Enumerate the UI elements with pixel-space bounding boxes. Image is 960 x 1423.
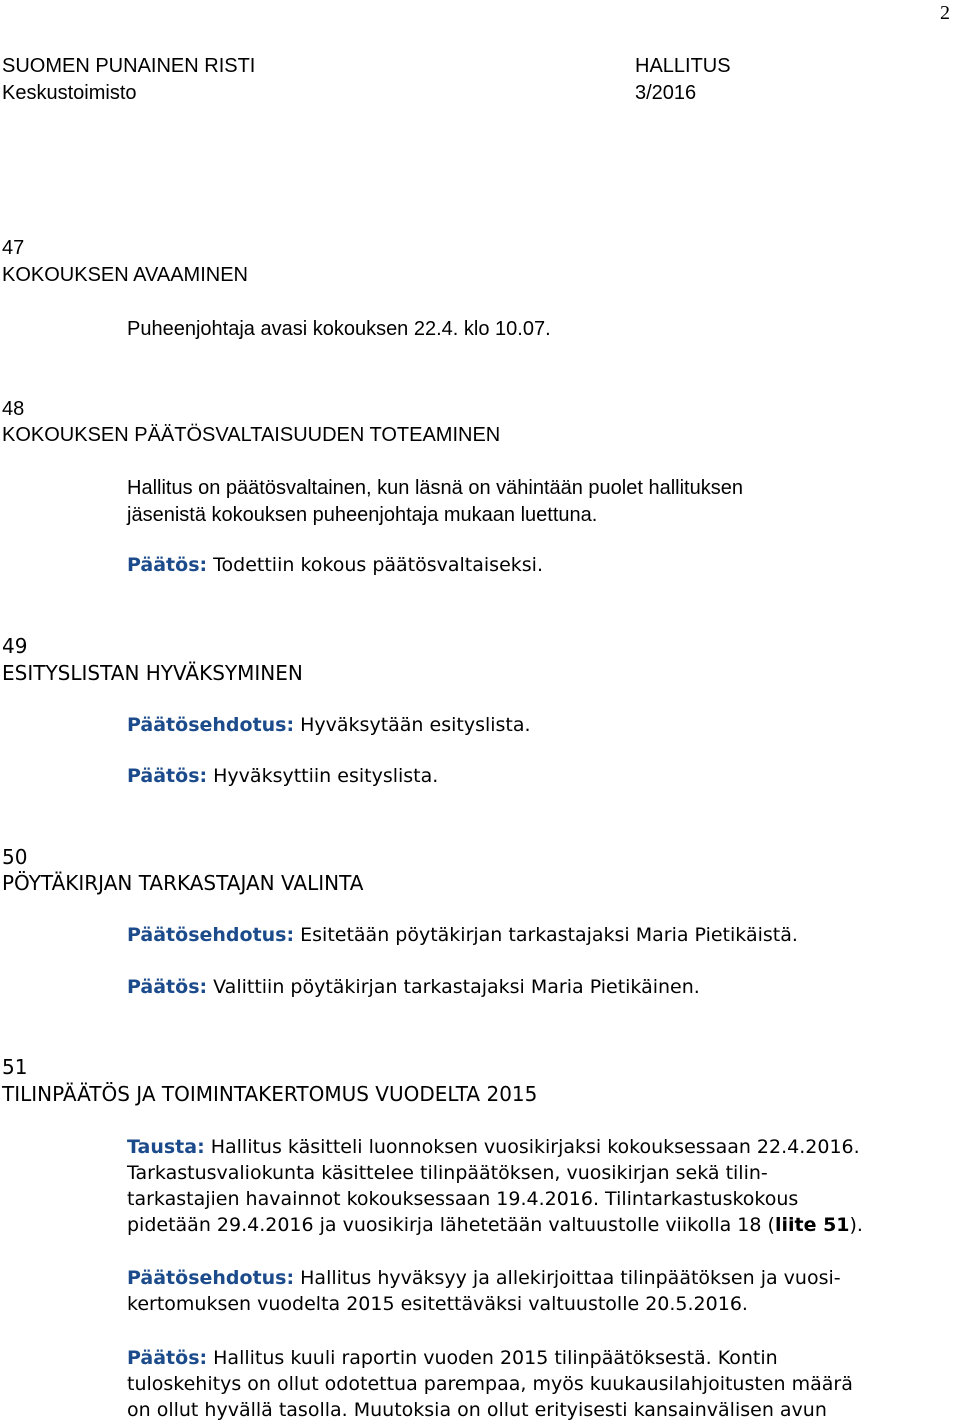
background-line4-text: pidetään 29.4.2016 ja vuosikirja lähetetään valtuustolle viikolla 18 ( xyxy=(127,1214,775,1236)
proposal-text: Hallitus hyväksyy ja allekirjoittaa tilinpäätöksen ja vuosi- xyxy=(294,1267,841,1289)
background-label: Tausta: xyxy=(127,1136,205,1158)
section-51-decision-line3: on ollut hyvällä tasolla. Muutoksia on ollut erityisesti kansainvälisen avun xyxy=(127,1399,827,1421)
section-49-proposal xyxy=(127,712,531,738)
proposal-label: Päätösehdotus: xyxy=(127,1267,295,1289)
section-50-title: PÖYTÄKIRJAN TARKASTAJAN VALINTA xyxy=(2,871,364,895)
header-unit: Keskustoimisto xyxy=(2,82,137,104)
decision-text: Todettiin kokous päätösvaltaiseksi. xyxy=(207,554,543,576)
section-48-number: 48 xyxy=(2,398,25,420)
section-50-number: 50 xyxy=(2,845,28,869)
section-51-background-line2: Tarkastusvaliokunta käsittelee tilinpäätöksen, vuosikirjan sekä tilin- xyxy=(127,1162,768,1184)
decision-text: Valittiin pöytäkirjan tarkastajaksi Maria Pietikäinen. xyxy=(207,976,700,998)
decision-text: Hyväksyttiin esityslista. xyxy=(207,765,439,787)
section-49-decision xyxy=(127,763,438,789)
section-51-background-line3: tarkastajien havainnot kokouksessaan 19.4.2016. Tilintarkastuskokous xyxy=(127,1188,799,1210)
section-51-decision-line2: tuloskehitys on ollut odotettua parempaa, myös kuukausilahjoitusten määrä xyxy=(127,1373,853,1395)
section-47-number: 47 xyxy=(2,237,25,259)
decision-label: Päätös: xyxy=(127,765,208,787)
header-body: HALLITUS xyxy=(635,55,731,77)
section-49-number: 49 xyxy=(2,634,28,658)
page-number: 2 xyxy=(940,2,950,24)
attachment-reference: liite 51 xyxy=(774,1214,850,1236)
section-48-text-line1: Hallitus on päätösvaltainen, kun läsnä on vähintään puolet hallituksen xyxy=(127,477,743,499)
section-49-title: ESITYSLISTAN HYVÄKSYMINEN xyxy=(2,661,303,685)
section-51-number: 51 xyxy=(2,1055,28,1079)
section-51-proposal-line2: kertomuksen vuodelta 2015 esitettäväksi valtuustolle 20.5.2016. xyxy=(127,1293,748,1315)
section-50-decision xyxy=(127,974,700,1000)
decision-label: Päätös: xyxy=(127,976,208,998)
section-51-background-line4 xyxy=(127,1212,863,1238)
proposal-label: Päätösehdotus: xyxy=(127,714,295,736)
proposal-label: Päätösehdotus: xyxy=(127,924,295,946)
section-51-background-line1 xyxy=(127,1134,860,1160)
section-51-title: TILINPÄÄTÖS JA TOIMINTAKERTOMUS VUODELTA 2015 xyxy=(2,1082,538,1106)
proposal-text: Hyväksytään esityslista. xyxy=(294,714,531,736)
section-48-text-line2: jäsenistä kokouksen puheenjohtaja mukaan luettuna. xyxy=(127,504,598,526)
decision-label: Päätös: xyxy=(127,554,208,576)
section-48-decision xyxy=(127,552,543,578)
section-51-decision-line1 xyxy=(127,1345,778,1371)
background-text: Hallitus käsitteli luonnoksen vuosikirjaksi kokouksessaan 22.4.2016. xyxy=(204,1136,860,1158)
section-50-proposal xyxy=(127,922,798,948)
section-51-proposal-line1 xyxy=(127,1265,841,1291)
section-47-text: Puheenjohtaja avasi kokouksen 22.4. klo 10.07. xyxy=(127,318,551,340)
header-organization: SUOMEN PUNAINEN RISTI xyxy=(2,55,256,77)
section-48-title: KOKOUKSEN PÄÄTÖSVALTAISUUDEN TOTEAMINEN xyxy=(2,424,501,446)
decision-label: Päätös: xyxy=(127,1347,208,1369)
section-47-title: KOKOUKSEN AVAAMINEN xyxy=(2,264,248,286)
background-line4-end: ). xyxy=(849,1214,863,1236)
header-meeting-number: 3/2016 xyxy=(635,82,697,104)
decision-text: Hallitus kuuli raportin vuoden 2015 tilinpäätöksestä. Kontin xyxy=(207,1347,778,1369)
proposal-text: Esitetään pöytäkirjan tarkastajaksi Maria Pietikäistä. xyxy=(294,924,798,946)
